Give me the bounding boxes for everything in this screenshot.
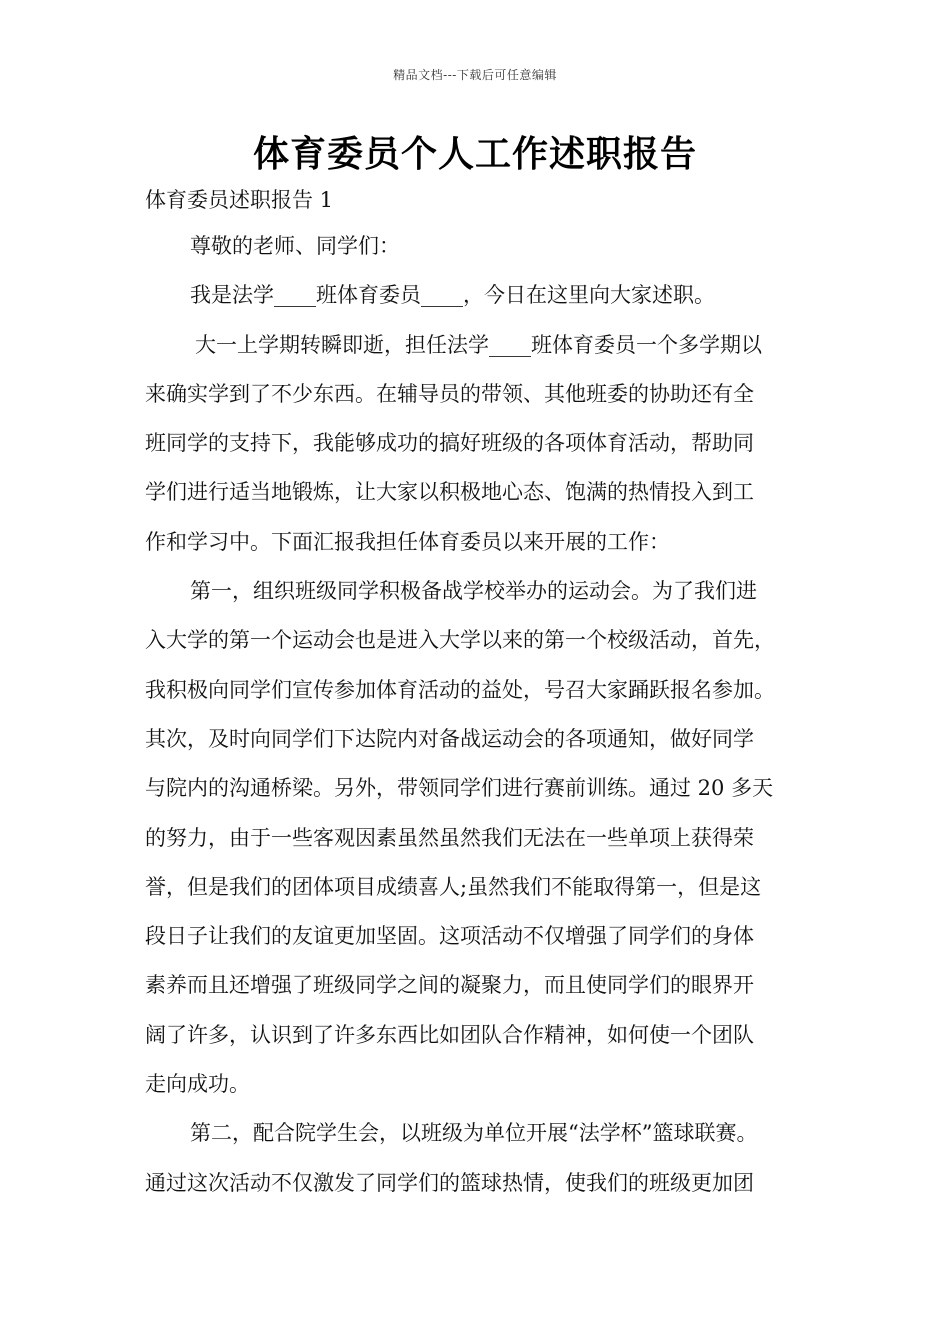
- section-subtitle: 体育委员述职报告 1: [145, 188, 334, 212]
- paragraph-line: 学们进行适当地锻炼，让大家以积极地心态、饱满的热情投入到工: [145, 480, 754, 505]
- paragraph-line: 作和学习中。下面汇报我担任体育委员以来开展的工作：: [145, 529, 670, 554]
- paragraph-line: 其次，及时向同学们下达院内对备战运动会的各项通知，做好同学: [145, 726, 754, 751]
- paragraph-line: 第二，配合院学生会，以班级为单位开展“法学杯”篮球联赛。: [190, 1121, 758, 1146]
- document-body: [145, 178, 805, 1208]
- paragraph-line: 与院内的沟通桥梁。另外，带领同学们进行赛前训练。通过 20 多天: [145, 776, 774, 801]
- paragraph-line: 入大学的第一个运动会也是进入大学以来的第一个校级活动，首先，: [145, 628, 775, 653]
- paragraph-line: 誉，但是我们的团体项目成绩喜人;虽然我们不能取得第一，但是这: [145, 874, 762, 899]
- paragraph-line: 第一，组织班级同学积极备战学校举办的运动会。为了我们进: [190, 579, 757, 604]
- salutation: 尊敬的老师、同学们：: [190, 234, 400, 258]
- paragraph-line: 段日子让我们的友谊更加坚固。这项活动不仅增强了同学们的身体: [145, 924, 754, 949]
- paragraph-line: 走向成功。: [145, 1072, 250, 1097]
- paragraph-line: 通过这次活动不仅激发了同学们的篮球热情，使我们的班级更加团: [145, 1170, 754, 1195]
- paragraph-line: 的努力，由于一些客观因素虽然虽然我们无法在一些单项上获得荣: [145, 825, 754, 850]
- paragraph-line: 大一上学期转瞬即逝，担任法学____班体育委员一个多学期以: [195, 332, 762, 357]
- paragraph-line: 来确实学到了不少东西。在辅导员的带领、其他班委的协助还有全: [145, 381, 754, 406]
- paragraph-line: 我积极向同学们宣传参加体育活动的益处，号召大家踊跃报名参加。: [145, 677, 775, 702]
- document-title: 体育委员个人工作述职报告: [252, 133, 697, 175]
- paragraph-line: 班同学的支持下，我能够成功的搞好班级的各项体育活动，帮助同: [145, 431, 754, 456]
- paragraph-line: 我是法学____班体育委员____，今日在这里向大家述职。: [190, 283, 715, 308]
- paragraph-line: 阔了许多，认识到了许多东西比如团队合作精神，如何使一个团队: [145, 1022, 754, 1047]
- header-note: 精品文档---下载后可任意编辑: [393, 68, 557, 82]
- paragraph-line: 素养而且还增强了班级同学之间的凝聚力，而且使同学们的眼界开: [145, 973, 754, 998]
